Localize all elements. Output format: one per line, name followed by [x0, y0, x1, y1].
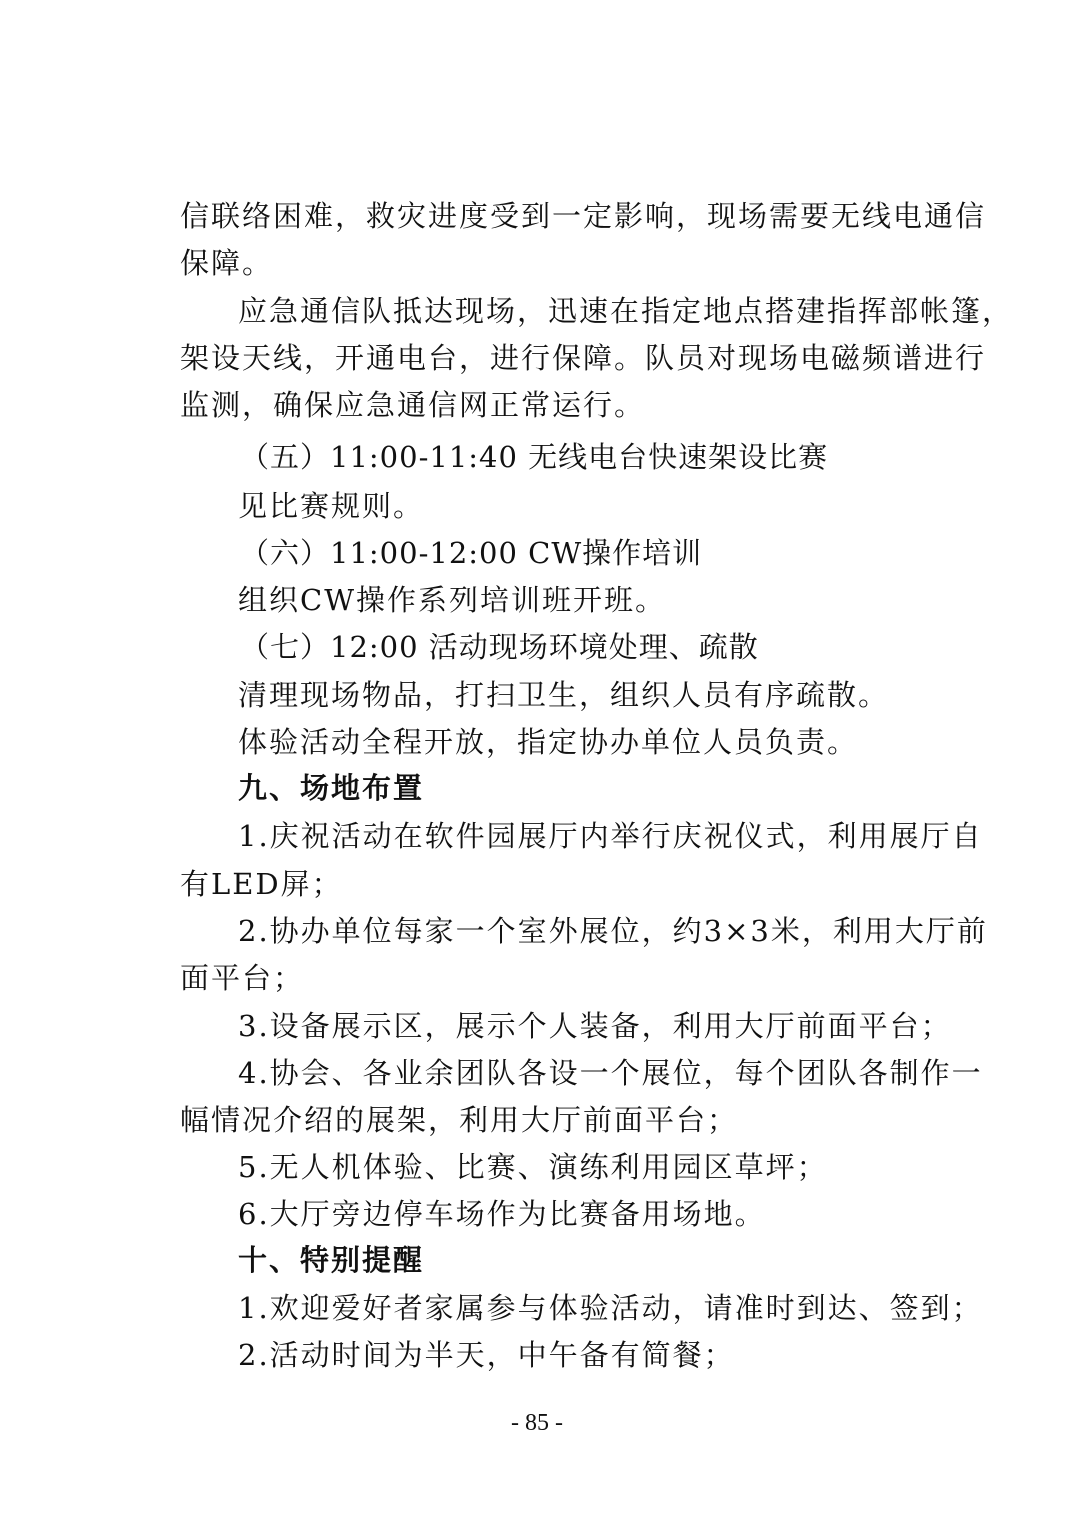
schedule-item-title: （七）12:00 活动现场环境处理、疏散 — [240, 630, 759, 664]
list-item-line: 1.欢迎爱好者家属参与体验活动，请准时到达、签到； — [238, 1291, 983, 1325]
paragraph-line: 架设天线，开通电台，进行保障。队员对现场电磁频谱进行 — [180, 341, 987, 375]
schedule-item-body: 体验活动全程开放，指定协办单位人员负责。 — [238, 725, 859, 759]
list-item-line: 2.活动时间为半天，中午备有简餐； — [238, 1338, 735, 1372]
paragraph-line: 监测，确保应急通信网正常运行。 — [180, 388, 646, 422]
schedule-item-body: 见比赛规则。 — [238, 489, 425, 523]
list-item-line: 6.大厅旁边停车场作为比赛备用场地。 — [238, 1197, 766, 1231]
schedule-item-title: （五）11:00-11:40 无线电台快速架设比赛 — [240, 440, 829, 474]
list-item-line: 3.设备展示区，展示个人装备，利用大厅前面平台； — [238, 1009, 952, 1043]
section-heading: 九、场地布置 — [238, 771, 425, 805]
schedule-item-body: 组织CW操作系列培训班开班。 — [238, 583, 666, 617]
list-item-line: 有LED屏； — [180, 867, 343, 901]
list-item-line: 5.无人机体验、比赛、演练利用园区草坪； — [238, 1150, 828, 1184]
list-item-line: 2.协办单位每家一个室外展位，约3×3米，利用大厅前 — [238, 914, 988, 948]
schedule-item-body: 清理现场物品，打扫卫生，组织人员有序疏散。 — [238, 678, 890, 712]
list-item-line: 1.庆祝活动在软件园展厅内举行庆祝仪式，利用展厅自 — [238, 819, 983, 853]
paragraph-line: 应急通信队抵达现场，迅速在指定地点搭建指挥部帐篷， — [238, 294, 1014, 328]
paragraph-continuation-line: 信联络困难，救灾进度受到一定影响，现场需要无线电通信 — [180, 199, 987, 233]
page-number: - 85 - — [511, 1410, 563, 1436]
paragraph-continuation-line: 保障。 — [180, 246, 274, 280]
section-heading: 十、特别提醒 — [238, 1243, 425, 1277]
list-item-line: 4.协会、各业余团队各设一个展位，每个团队各制作一 — [238, 1056, 983, 1090]
schedule-item-title: （六）11:00-12:00 CW操作培训 — [240, 536, 703, 570]
list-item-line: 幅情况介绍的展架，利用大厅前面平台； — [180, 1103, 739, 1137]
list-item-line: 面平台； — [180, 961, 305, 995]
